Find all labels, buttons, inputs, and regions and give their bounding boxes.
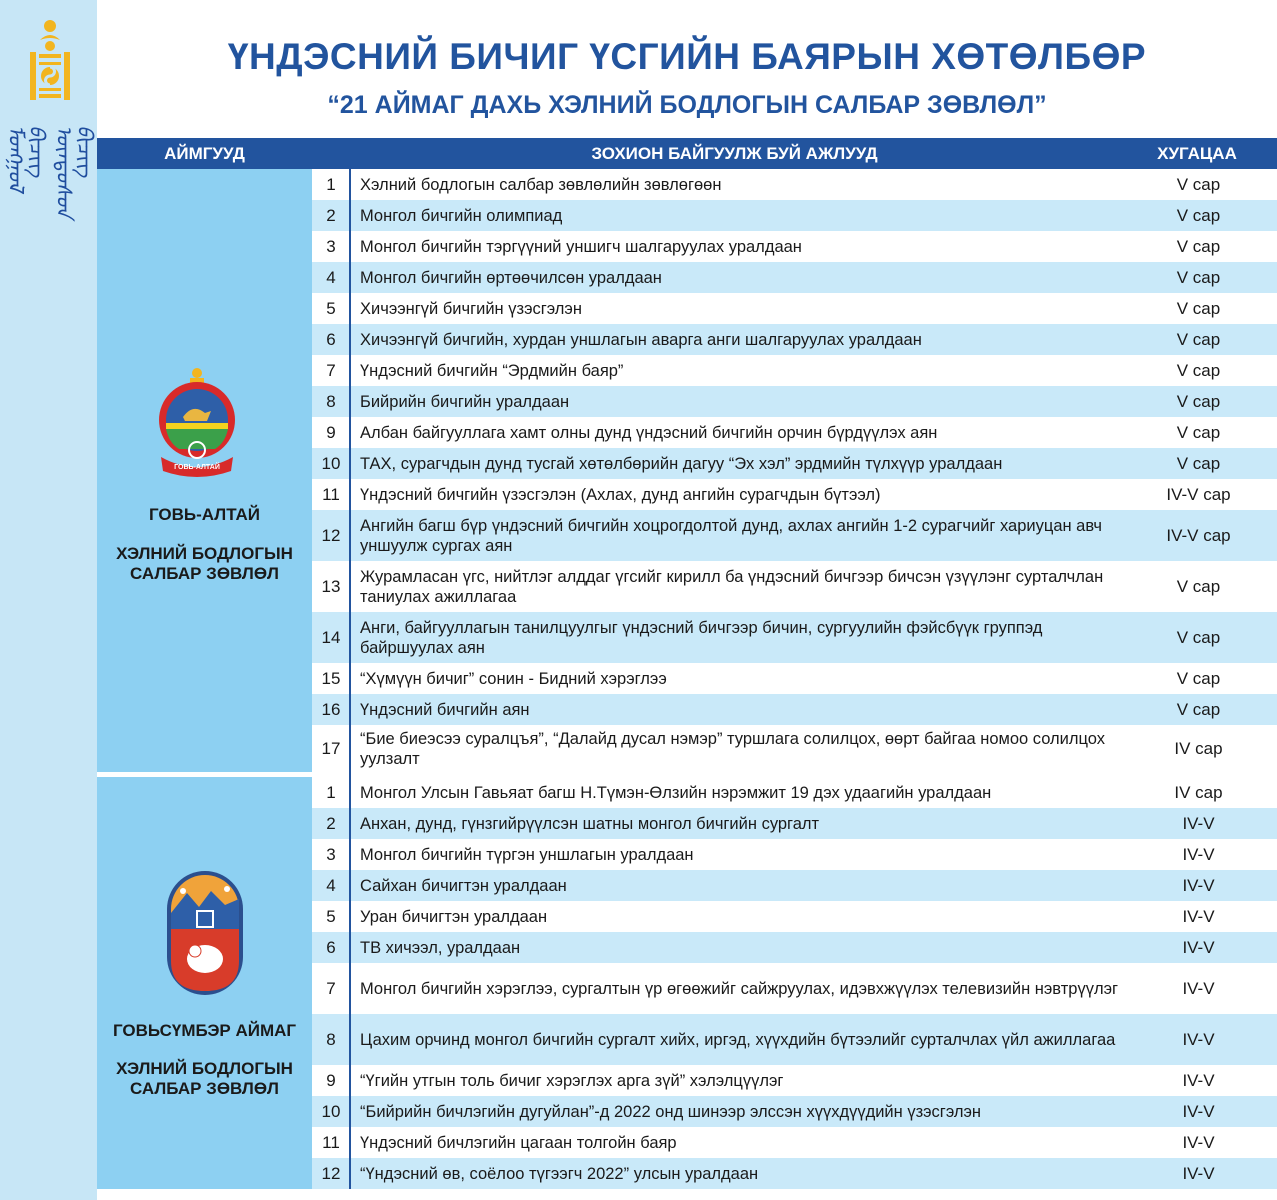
- row-activity: Хичээнгүй бичгийн үзэсгэлэн: [360, 299, 582, 318]
- row-activity: Албан байгууллага хамт олны дунд үндэсний бичгийн орчин бүрдүүлэх аян: [360, 423, 938, 442]
- row-number: 8: [326, 1029, 336, 1049]
- header-activities: ЗОХИОН БАЙГУУЛЖ БУЙ АЖЛУУД: [591, 144, 878, 163]
- row-number: 16: [321, 699, 341, 719]
- header-duration: ХУГАЦАА: [1157, 144, 1237, 163]
- group-cell-govisumber: [97, 777, 312, 1189]
- table-row: [312, 870, 1277, 901]
- row-number: 11: [322, 1132, 340, 1152]
- row-duration: V сар: [1176, 205, 1221, 225]
- row-duration: V сар: [1176, 298, 1221, 318]
- group-name: ГОВЬ-АЛТАЙ: [148, 505, 260, 524]
- row-number: 4: [326, 267, 336, 287]
- row-number: 1: [326, 174, 336, 194]
- row-activity: Үндэсний бичгийн аян: [360, 700, 530, 719]
- table-row: [312, 725, 1277, 772]
- row-duration: IV-V сар: [1166, 484, 1231, 504]
- mongol-script-text: [4, 125, 97, 245]
- table-row: [312, 561, 1277, 612]
- table-row: [312, 663, 1277, 694]
- row-number: 5: [326, 906, 336, 926]
- table-row: [312, 932, 1277, 963]
- row-duration: IV-V: [1182, 813, 1215, 833]
- row-duration: V сар: [1176, 236, 1221, 256]
- table-row: [312, 839, 1277, 870]
- row-duration: IV-V: [1182, 1029, 1215, 1049]
- row-number: 6: [326, 329, 336, 349]
- row-number: 1: [326, 782, 336, 802]
- row-activity: Журамласан үгс, нийтлэг алддаг үгсийг кирилл ба үндэсний бичгээр бичсэн үзүүлэнг сурталчлан таниулах ажиллагаа: [360, 567, 1104, 606]
- header-aimag: АЙМГУУД: [164, 144, 245, 163]
- row-number: 3: [326, 844, 336, 864]
- row-number: 9: [326, 1070, 336, 1090]
- table-row: [312, 293, 1277, 324]
- row-number: 13: [321, 576, 341, 596]
- table-row: [312, 262, 1277, 293]
- group-name: ГОВЬСҮМБЭР АЙМАГ: [112, 1021, 297, 1040]
- row-duration: V сар: [1176, 453, 1221, 473]
- row-number: 8: [326, 391, 336, 411]
- row-number: 3: [326, 236, 336, 256]
- row-number: 2: [326, 205, 336, 225]
- table-row: [312, 355, 1277, 386]
- row-activity: Монгол бичгийн тэргүүний уншигч шалгаруулах уралдаан: [360, 237, 802, 256]
- row-duration: V сар: [1176, 329, 1221, 349]
- row-activity: ТВ хичээл, уралдаан: [360, 938, 521, 957]
- row-number: 6: [326, 937, 336, 957]
- row-duration: IV-V: [1182, 1163, 1215, 1183]
- table-row: [312, 1014, 1277, 1065]
- table-row: [312, 324, 1277, 355]
- row-number: 2: [326, 813, 336, 833]
- bottom-margin: [97, 1189, 312, 1200]
- row-number: 7: [326, 978, 336, 998]
- row-duration: V сар: [1176, 699, 1221, 719]
- table-row: [312, 808, 1277, 839]
- row-activity: Үндэсний бичгийн “Эрдмийн баяр”: [360, 361, 624, 380]
- row-number: 9: [326, 422, 336, 442]
- row-duration: IV-V: [1182, 937, 1215, 957]
- row-duration: V сар: [1176, 391, 1221, 411]
- script-column-2: ᠦᠨᠳᠦᠰᠦᠨ ᠪᠢᠴᠢᠭ: [52, 125, 97, 218]
- row-activity: “Бийрийн бичлэгийн дугуйлан”-д 2022 онд шинээр элссэн хүүхдүүдийн үзэсгэлэн: [360, 1102, 982, 1121]
- row-number: 5: [326, 298, 336, 318]
- row-duration: IV-V: [1182, 875, 1215, 895]
- row-duration: V сар: [1176, 360, 1221, 380]
- row-activity: Үндэсний бичгийн үзэсгэлэн (Ахлах, дунд ангийн сурагчдын бүтээл): [360, 485, 881, 504]
- group-council-line2: САЛБАР ЗӨВЛӨЛ: [130, 564, 279, 583]
- page-title: ҮНДЭСНИЙ БИЧИГ ҮСГИЙН БАЯРЫН ХӨТӨЛБӨР: [227, 36, 1147, 77]
- row-number: 14: [321, 627, 341, 647]
- row-duration: V сар: [1176, 174, 1221, 194]
- row-duration: V сар: [1176, 267, 1221, 287]
- row-activity: Монгол бичгийн олимпиад: [360, 206, 563, 225]
- row-number: 12: [321, 1163, 341, 1183]
- row-activity: Хичээнгүй бичгийн, хурдан уншлагын аварга анги шалгаруулах уралдаан: [360, 330, 922, 349]
- row-activity: Сайхан бичигтэн уралдаан: [360, 876, 567, 895]
- script-column-1: ᠮᠤᠩᠭᠤᠯ ᠪᠢᠴᠢᠭ: [4, 125, 49, 192]
- table-row: [312, 1158, 1277, 1189]
- row-activity: Монгол бичгийн өртөөчилсөн уралдаан: [360, 268, 662, 287]
- group-council-line1: ХЭЛНИЙ БОДЛОГЫН: [116, 544, 293, 563]
- row-duration: IV-V: [1182, 1101, 1215, 1121]
- table-row: [312, 612, 1277, 663]
- row-number: 10: [321, 1101, 341, 1121]
- column-divider: [349, 169, 351, 1189]
- row-number: 7: [326, 360, 336, 380]
- table-row: [312, 386, 1277, 417]
- row-duration: V сар: [1176, 668, 1221, 688]
- row-number: 4: [326, 875, 336, 895]
- table-row: [312, 963, 1277, 1014]
- group-council-line1: ХЭЛНИЙ БОДЛОГЫН: [116, 1059, 293, 1078]
- row-duration: IV-V: [1182, 906, 1215, 926]
- left-sidebar: [0, 0, 97, 1200]
- group-cell-govi-altai: [97, 169, 312, 772]
- row-activity: “Үгийн утгын толь бичиг хэрэглэх арга зүй” хэлэлцүүлэг: [360, 1071, 784, 1090]
- table-row: [312, 417, 1277, 448]
- row-duration: V сар: [1176, 422, 1221, 442]
- table-row: [312, 694, 1277, 725]
- page-subtitle: “21 АЙМАГ ДАХЬ ХЭЛНИЙ БОДЛОГЫН САЛБАР ЗӨВЛӨЛ”: [327, 91, 1047, 119]
- row-duration: IV-V: [1182, 978, 1215, 998]
- table-row: [312, 901, 1277, 932]
- table-row: [312, 200, 1277, 231]
- table-row: [312, 479, 1277, 510]
- row-activity: Үндэсний бичлэгийн цагаан толгойн баяр: [360, 1133, 677, 1152]
- row-number: 15: [321, 668, 341, 688]
- table-row: [312, 1065, 1277, 1096]
- row-activity: Анги, байгууллагын танилцуулгыг үндэсний бичгээр бичин, сургуулийн фэйсбүүк группэд байршуулах аян: [360, 618, 1043, 657]
- row-duration: IV сар: [1174, 782, 1223, 802]
- row-activity: Уран бичигтэн уралдаан: [360, 907, 548, 926]
- table-row: [312, 231, 1277, 262]
- row-number: 12: [321, 525, 341, 545]
- govi-altai-emblem-icon: [155, 365, 239, 480]
- row-activity: Ангийн багш бүр үндэсний бичгийн хоцрогдолтой дунд, ахлах ангийн 1-2 сурагчийг хариуцан авч уншуулж сургах аян: [360, 516, 1102, 555]
- table-row: [312, 1127, 1277, 1158]
- row-duration: IV-V: [1182, 844, 1215, 864]
- table-row: [312, 448, 1277, 479]
- row-activity: “Хүмүүн бичиг” сонин - Бидний хэрэглээ: [360, 669, 667, 688]
- row-activity: Анхан, дунд, гүнзгийрүүлсэн шатны монгол бичгийн сургалт: [360, 814, 820, 833]
- row-duration: IV-V: [1182, 1132, 1215, 1152]
- row-activity: Монгол бичгийн түргэн уншлагын уралдаан: [360, 845, 694, 864]
- row-duration: V сар: [1176, 576, 1221, 596]
- row-duration: IV-V: [1182, 1070, 1215, 1090]
- govisumber-emblem-icon: [165, 869, 245, 997]
- row-activity: Монгол Улсын Гавьяат багш Н.Түмэн-Өлзийн нэрэмжит 19 дэх удаагийн уралдаан: [360, 783, 992, 802]
- row-activity: “Бие биеэсээ суралцъя”, “Далайд дусал нэмэр” туршлага солилцох, өөрт байгаа номоо солилцох уулзалт: [360, 729, 1106, 768]
- emblem-label: ГОВЬ-АЛТАЙ: [174, 464, 220, 471]
- row-duration: IV-V сар: [1166, 525, 1231, 545]
- row-duration: IV сар: [1174, 738, 1223, 758]
- row-activity: Бийрийн бичгийн уралдаан: [360, 392, 570, 411]
- row-activity: Цахим орчинд монгол бичгийн сургалт хийх, иргэд, хүүхдийн бүтээлийг сурталчлах үйл ажиллагаа: [360, 1030, 1116, 1049]
- table-header: [97, 138, 1277, 169]
- soyombo-icon: [27, 18, 73, 104]
- group-council-line2: САЛБАР ЗӨВЛӨЛ: [130, 1079, 279, 1098]
- table-row: [312, 777, 1277, 808]
- row-number: 17: [321, 738, 341, 758]
- row-activity: ТАХ, сурагчдын дунд тусгай хөтөлбөрийн дагуу “Эх хэл” эрдмийн түлхүүр уралдаан: [360, 454, 1003, 473]
- table-row: [312, 169, 1277, 200]
- table-row: [312, 1096, 1277, 1127]
- row-number: 10: [321, 453, 341, 473]
- row-activity: Хэлний бодлогын салбар зөвлөлийн зөвлөгөөн: [360, 175, 722, 194]
- row-number: 11: [322, 484, 340, 504]
- table-row: [312, 510, 1277, 561]
- row-duration: V сар: [1176, 627, 1221, 647]
- row-activity: “Үндэсний өв, соёлоо түгээгч 2022” улсын уралдаан: [360, 1164, 759, 1183]
- row-activity: Монгол бичгийн хэрэглээ, сургалтын үр өгөөжийг сайжруулах, идэвхжүүлэх телевизийн нэвтрүүлэг: [360, 979, 1119, 998]
